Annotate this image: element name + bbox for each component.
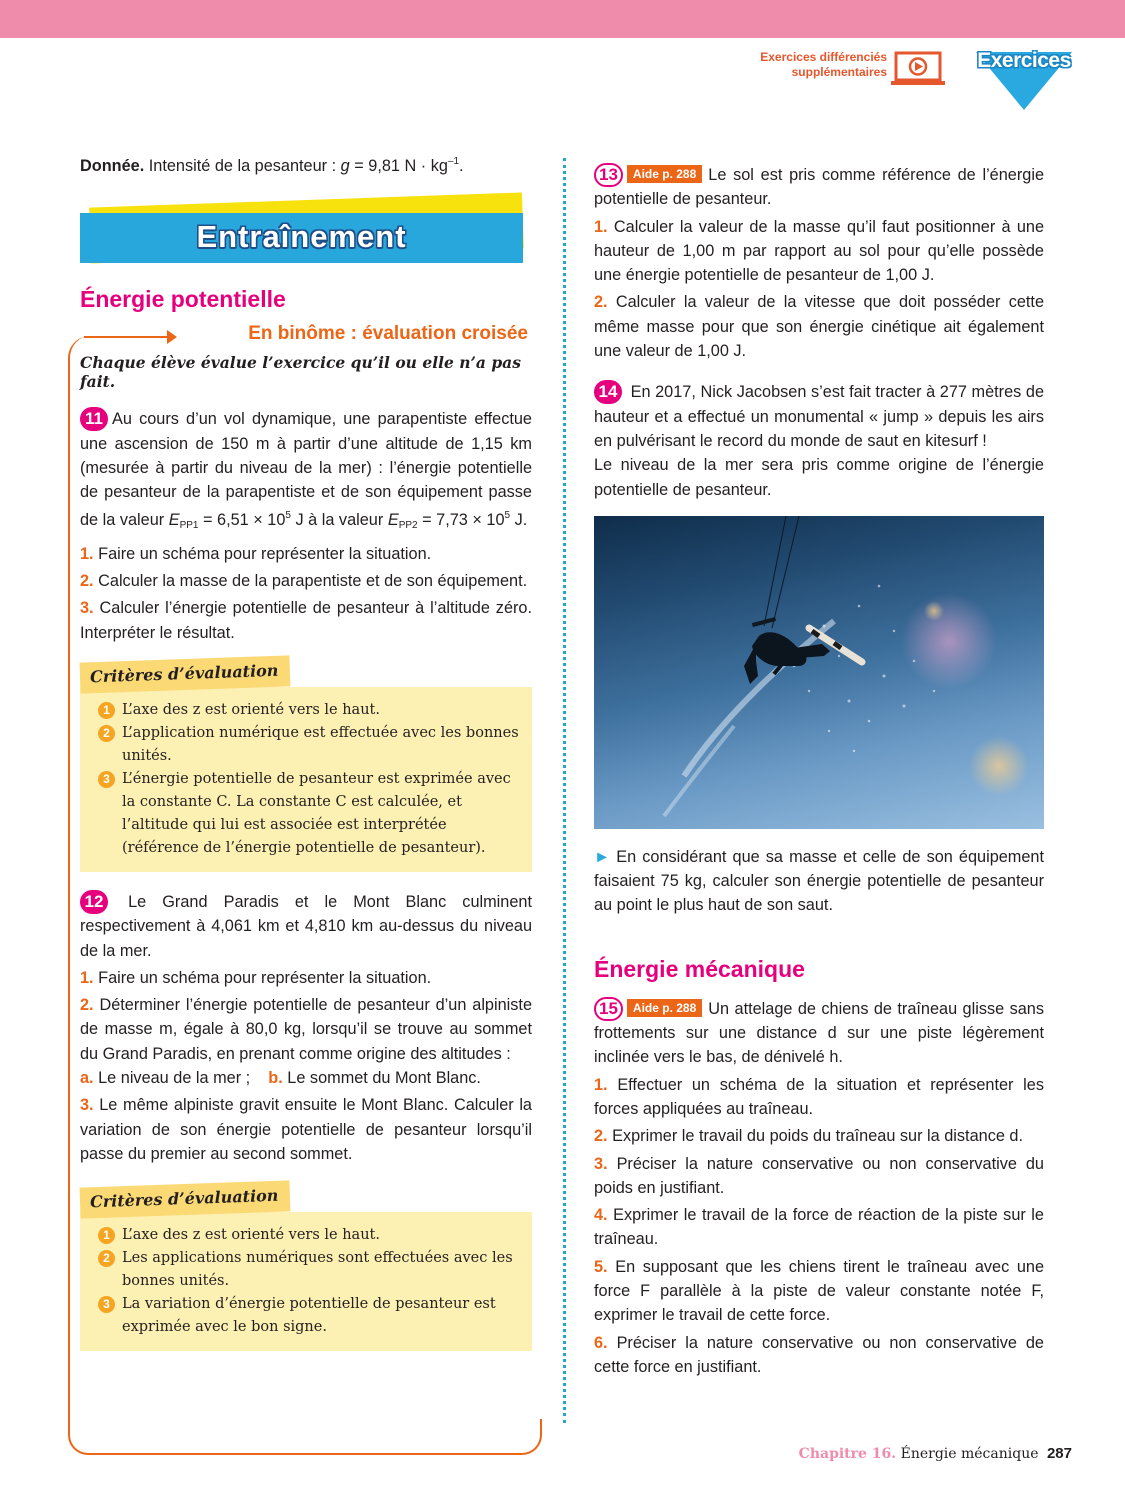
- exercise-14: 14 En 2017, Nick Jacobsen s’est fait tracter à 277 mètres de hauteur et a effectué un monumental « jump » depuis les airs en pulvérisant le record du monde de saut en kitesurf !: [594, 382, 1045, 450]
- extra-line-1: Exercices différenciés: [760, 50, 887, 64]
- criteria-item: 2 L’application numérique est effectuée avec les bonnes unités.: [98, 722, 520, 768]
- question: 3. Calculer l’énergie potentielle de pesanteur à l’altitude zéro. Interpréter le résultat.: [80, 599, 533, 642]
- question: 2. Exprimer le travail du poids du traîneau sur la distance d.: [594, 1127, 1023, 1146]
- question-sub: a. Le niveau de la mer ; b. Le sommet du Mont Blanc.: [80, 1069, 481, 1088]
- question: 6. Préciser la nature conservative ou non conservative de cette force en justifiant.: [594, 1333, 1044, 1376]
- left-column: [80, 150, 532, 1351]
- section-title: Entraînement: [196, 219, 407, 255]
- exercise-number-badge: 12: [80, 890, 108, 914]
- section-banner: [80, 200, 532, 272]
- criteria-item: 2 Les applications numériques sont effectuées avec les bonnes unités.: [98, 1247, 520, 1293]
- criteria-item: 3 L’énergie potentielle de pesanteur est exprimée avec la constante C. La constante C est calculée, et l’altitude qui lui est associée est interprétée (référence de l’énergie potentielle de pesanteur).: [98, 768, 520, 860]
- criteria-item: 1 L’axe des z est orienté vers le haut.: [98, 699, 520, 722]
- binome-block: [80, 323, 532, 1351]
- exercise-11: 11 Au cours d’un vol dynamique, une parapentiste effectue une ascension de 150 m à partir d’une altitude de 1,15 km (mesurée à partir du niveau de la mer) : l’énergie potentielle de pesanteur de la parapentiste et de son équipement passe de la valeur $E_{PP1} = 6,51 \times 10^5$ J à la valeur $E_{PP2} = 7,73 \times 10^5$ J.: [80, 409, 532, 532]
- criteria-tab: Critères d’évaluation: [80, 655, 291, 693]
- exercise-14-origin: Le niveau de la mer sera pris comme origine de l’énergie potentielle de pesanteur.: [594, 456, 1044, 499]
- extra-line-2: supplémentaires: [791, 65, 887, 79]
- page-footer: [799, 1445, 1072, 1462]
- top-band: [0, 0, 1125, 38]
- criteria-list: [80, 687, 532, 872]
- kitesurf-photo: [594, 516, 1044, 829]
- exercise-number-badge: 14: [594, 380, 622, 404]
- exercise-number-badge: 13: [594, 163, 623, 187]
- question: 2. Calculer la masse de la parapentiste et de son équipement.: [80, 572, 528, 591]
- question: 1. Calculer la valeur de la masse qu’il faut positionner à une hauteur de 1,00 m par rapport au sol pour qu’elle possède une énergie potentielle de pesanteur de 1,00 J.: [594, 217, 1044, 285]
- criteria-item: 3 La variation d’énergie potentielle de pesanteur est exprimée avec le bon signe.: [98, 1293, 520, 1339]
- exercise-14-question: ► En considérant que sa masse et celle de son équipement faisaient 75 kg, calculer son énergie potentielle de pesanteur au point le plus haut de son saut.: [594, 847, 1045, 915]
- question: 4. Exprimer le travail de la force de réaction de la piste sur le traîneau.: [594, 1206, 1044, 1249]
- criteria-item: 1 L’axe des z est orienté vers le haut.: [98, 1224, 520, 1247]
- binome-instruction: Chaque élève évalue l’exercice qu’il ou elle n’a pas fait.: [80, 353, 521, 392]
- heading-energie-mecanique: Énergie mécanique: [594, 955, 805, 982]
- criteria-block: [80, 1184, 532, 1351]
- exercise-12: 12 Le Grand Paradis et le Mont Blanc culminent respectivement à 4,061 km et 4,810 km au-dessus du niveau de la mer.: [80, 891, 532, 960]
- right-column: [594, 163, 1044, 1379]
- question: 2. Calculer la valeur de la vitesse que doit posséder cette même masse pour que son énergie cinétique ait également une valeur de 1,00 J.: [594, 293, 1045, 361]
- exercices-tag: Exercices: [977, 49, 1071, 72]
- banner-blue: [80, 213, 523, 263]
- criteria-block: [80, 659, 532, 872]
- kitesurfer-icon: [594, 516, 1044, 829]
- column-divider: [563, 158, 566, 1423]
- question: 1. Effectuer un schéma de la situation et représenter les forces appliquées au traîneau.: [594, 1075, 1044, 1118]
- footer-chapter: Chapitre 16.: [798, 1446, 897, 1462]
- exercise-13: 13 Aide p. 288 Le sol est pris comme référence de l’énergie potentielle de pesanteur.: [594, 165, 1044, 209]
- question: 3. Préciser la nature conservative ou non conservative du poids en justifiant.: [594, 1154, 1044, 1197]
- question: 1. Faire un schéma pour représenter la situation.: [80, 544, 432, 563]
- binome-frame-bottom: [68, 1419, 542, 1455]
- donnee: Donnée. Intensité de la pesanteur : g = 9,81 $N \cdot kg^{-1}$.: [80, 156, 464, 175]
- triangle-icon: ►: [594, 847, 611, 866]
- criteria-list: [80, 1212, 532, 1351]
- aide-link[interactable]: Aide p. 288: [627, 165, 702, 183]
- exercise-number-badge: 11: [80, 407, 108, 431]
- criteria-tab: Critères d’évaluation: [80, 1181, 291, 1219]
- question: 3. Le même alpiniste gravit ensuite le Mont Blanc. Calculer la variation de son énergie potentielle de pesanteur lorsqu’il passe du premier au second sommet.: [80, 1096, 532, 1163]
- question: 5. En supposant que les chiens tirent le traîneau avec une force F parallèle à la piste de valeur constante notée F, exprimer le travail de cette force.: [594, 1257, 1044, 1325]
- video-icon[interactable]: [890, 51, 946, 87]
- question: 2. Déterminer l’énergie potentielle de pesanteur d’un alpiniste de masse m, égale à 80,0 kg, lorsqu’il se trouve au sommet du Grand Paradis, en prenant comme origine des altitudes :: [80, 996, 532, 1063]
- question: 1. Faire un schéma pour représenter la situation.: [80, 968, 432, 987]
- exercise-number-badge: 15: [594, 997, 623, 1021]
- aide-link[interactable]: Aide p. 288: [627, 999, 702, 1017]
- heading-energie-potentielle: Énergie potentielle: [80, 286, 286, 313]
- footer-title: Énergie mécanique: [900, 1446, 1039, 1462]
- binome-title: En binôme : évaluation croisée: [248, 323, 528, 345]
- page-number: 287: [1046, 1445, 1072, 1462]
- exercise-15: 15 Aide p. 288 Un attelage de chiens de traîneau glisse sans frottements sur une distance d sur une piste légèrement inclinée vers le bas, de dénivelé h.: [594, 998, 1044, 1067]
- extra-exercises-link[interactable]: [760, 50, 887, 80]
